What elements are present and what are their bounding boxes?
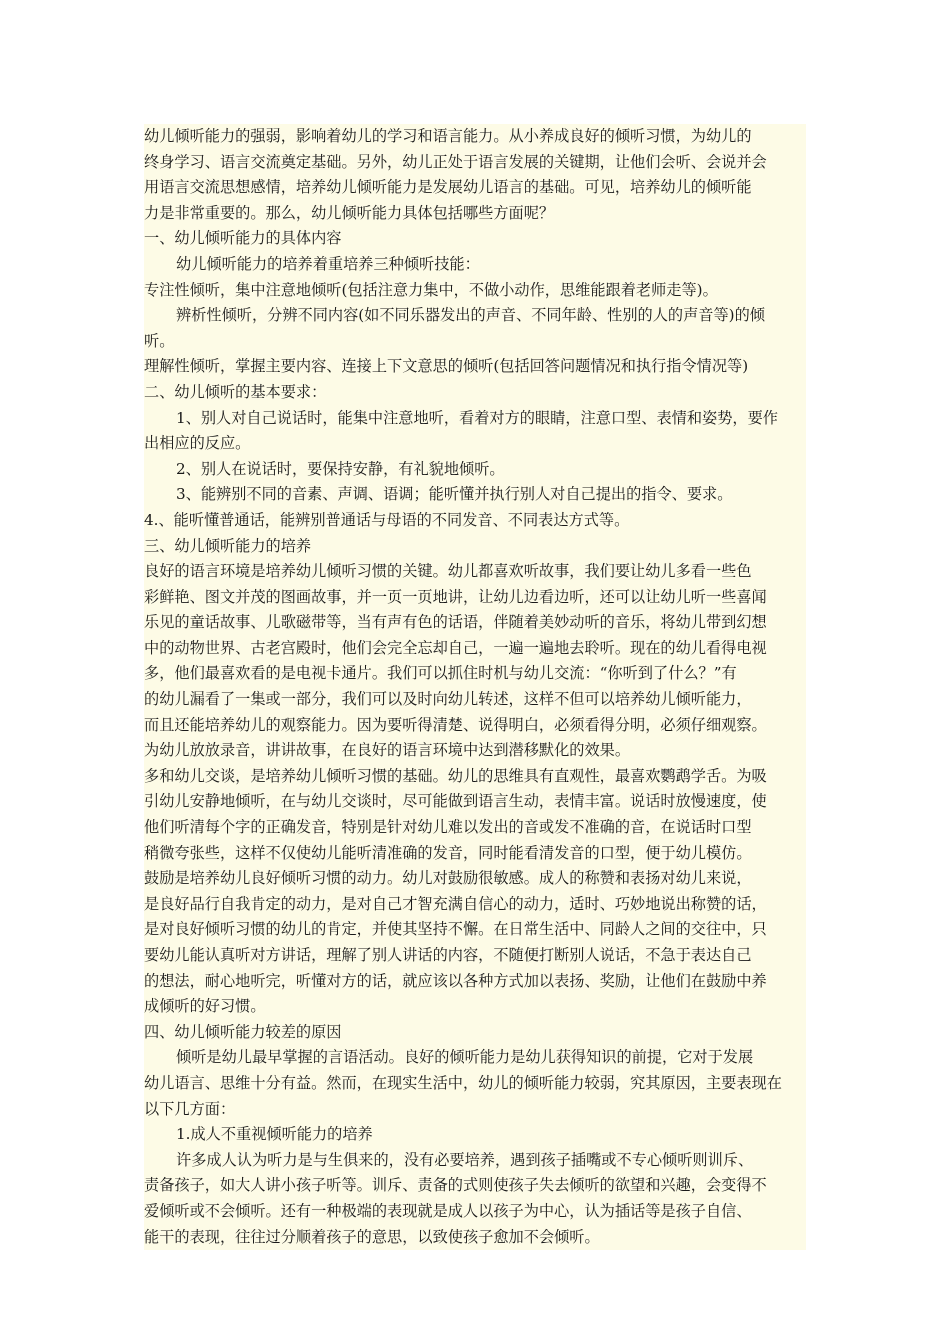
text-line: 1、别人对自己说话时，能集中注意地听，看着对方的眼睛，注意口型、表情和姿势，要作 xyxy=(176,408,778,427)
text-line: 1.成人不重视倾听能力的培养 xyxy=(176,1125,373,1144)
text-line: 的想法，耐心地听完，听懂对方的话，就应该以各种方式加以表扬、奖励，让他们在鼓励中养 xyxy=(144,971,767,990)
document-body xyxy=(144,124,806,1250)
text-line: 出相应的反应。 xyxy=(144,434,251,453)
text-line: 二、幼儿倾听的基本要求： xyxy=(144,382,327,401)
text-line: 倾听是幼儿最早掌握的言语活动。良好的倾听能力是幼儿获得知识的前提，它对于发展 xyxy=(176,1048,754,1067)
text-line: 鼓励是培养幼儿良好倾听习惯的动力。幼儿对鼓励很敏感。成人的称赞和表扬对幼儿来说， xyxy=(144,869,752,888)
text-line: 而且还能培养幼儿的观察能力。因为要听得清楚、说得明白，必须看得分明，必须仔细观察。 xyxy=(144,715,767,734)
text-line: 3、能辨别不同的音素、声调、语调；能听懂并执行别人对自己提出的指令、要求。 xyxy=(176,485,733,504)
text-line: 辨析性倾听，分辨不同内容(如不同乐器发出的声音、不同年龄、性别的人的声音等)的倾 xyxy=(176,306,765,325)
text-line: 许多成人认为听力是与生俱来的，没有必要培养，遇到孩子插嘴或不专心倾听则训斥、 xyxy=(176,1150,754,1169)
text-line: 多，他们最喜欢看的是电视卡通片。我们可以抓住时机与幼儿交流：“你听到了什么？”有 xyxy=(144,664,737,683)
text-line: 良好的语言环境是培养幼儿倾听习惯的关键。幼儿都喜欢听故事，我们要让幼儿多看一些色 xyxy=(144,562,752,581)
text-line: 能干的表现，往往过分顺着孩子的意思，以致使孩子愈加不会倾听。 xyxy=(144,1227,600,1246)
text-line: 的幼儿漏看了一集或一部分，我们可以及时向幼儿转述，这样不但可以培养幼儿倾听能力， xyxy=(144,690,752,709)
text-line: 终身学习、语言交流奠定基础。另外，幼儿正处于语言发展的关键期，让他们会听、会说并会 xyxy=(144,152,767,171)
text-line: 是良好品行自我肯定的动力，是对自己才智充满自信心的动力，适时、巧妙地说出称赞的话， xyxy=(144,894,767,913)
text-line: 四、幼儿倾听能力较差的原因 xyxy=(144,1022,342,1041)
text-line: 乐见的童话故事、儿歌磁带等，当有声有色的话语，伴随着美妙动听的音乐，将幼儿带到幻想 xyxy=(144,613,767,632)
text-line: 成倾听的好习惯。 xyxy=(144,997,266,1016)
text-line: 为幼儿放放录音，讲讲故事，在良好的语言环境中达到潜移默化的效果。 xyxy=(144,741,630,760)
text-line: 幼儿语言、思维十分有益。然而，在现实生活中，幼儿的倾听能力较弱，究其原因，主要表现在 xyxy=(144,1073,782,1092)
text-line: 爱倾听或不会倾听。还有一种极端的表现就是成人以孩子为中心，认为插话等是孩子自信、 xyxy=(144,1201,752,1220)
text-line: 引幼儿安静地倾听，在与幼儿交谈时，尽可能做到语言生动，表情丰富。说话时放慢速度，使 xyxy=(144,792,767,811)
text-line: 理解性倾听，掌握主要内容、连接上下文意思的倾听(包括回答问题情况和执行指令情况等) xyxy=(144,357,749,376)
text-line: 幼儿倾听能力的培养着重培养三种倾听技能： xyxy=(176,254,480,273)
text-line: 稍微夸张些，这样不仅使幼儿能听清准确的发音，同时能看清发音的口型，便于幼儿模仿。 xyxy=(144,843,752,862)
text-line: 责备孩子，如大人讲小孩子听等。训斥、责备的式则使孩子失去倾听的欲望和兴趣，会变得不 xyxy=(144,1176,767,1195)
text-line: 要幼儿能认真听对方讲话，理解了别人讲话的内容，不随便打断别人说话，不急于表达自己 xyxy=(144,946,752,964)
text-line: 力是非常重要的。那么，幼儿倾听能力具体包括哪些方面呢？ xyxy=(144,203,555,222)
text-line: 以下几方面： xyxy=(144,1099,236,1118)
text-line: 一、幼儿倾听能力的具体内容 xyxy=(144,229,342,248)
text-line: 用语言交流思想感情，培养幼儿倾听能力是发展幼儿语言的基础。可见，培养幼儿的倾听能 xyxy=(144,178,752,197)
text-line: 中的动物世界、古老宫殿时，他们会完全忘却自己，一遍一遍地去聆听。现在的幼儿看得电视 xyxy=(144,638,767,657)
text-line: 他们听清每个字的正确发音，特别是针对幼儿难以发出的音或发不准确的音，在说话时口型 xyxy=(144,818,752,837)
text-line: 听。 xyxy=(144,331,175,350)
text-line: 三、幼儿倾听能力的培养 xyxy=(144,536,312,555)
text-line: 专注性倾听，集中注意地倾听(包括注意力集中，不做小动作，思维能跟着老师走等)。 xyxy=(144,280,718,299)
text-line: 2、别人在说话时，要保持安静，有礼貌地倾听。 xyxy=(176,459,505,478)
text-line: 是对良好倾听习惯的幼儿的肯定，并使其坚持不懈。在日常生活中、同龄人之间的交往中，只 xyxy=(144,920,767,939)
text-line: 彩鲜艳、图文并茂的图画故事，并一页一页地讲，让幼儿边看边听，还可以让幼儿听一些喜闻 xyxy=(144,587,767,606)
text-line: 多和幼儿交谈，是培养幼儿倾听习惯的基础。幼儿的思维具有直观性，最喜欢鹦鹉学舌。为吸 xyxy=(144,766,767,785)
text-line: 4.、能听懂普通话，能辨别普通话与母语的不同发音、不同表达方式等。 xyxy=(144,510,630,529)
text-line: 幼儿倾听能力的强弱，影响着幼儿的学习和语言能力。从小养成良好的倾听习惯，为幼儿的 xyxy=(144,127,752,145)
